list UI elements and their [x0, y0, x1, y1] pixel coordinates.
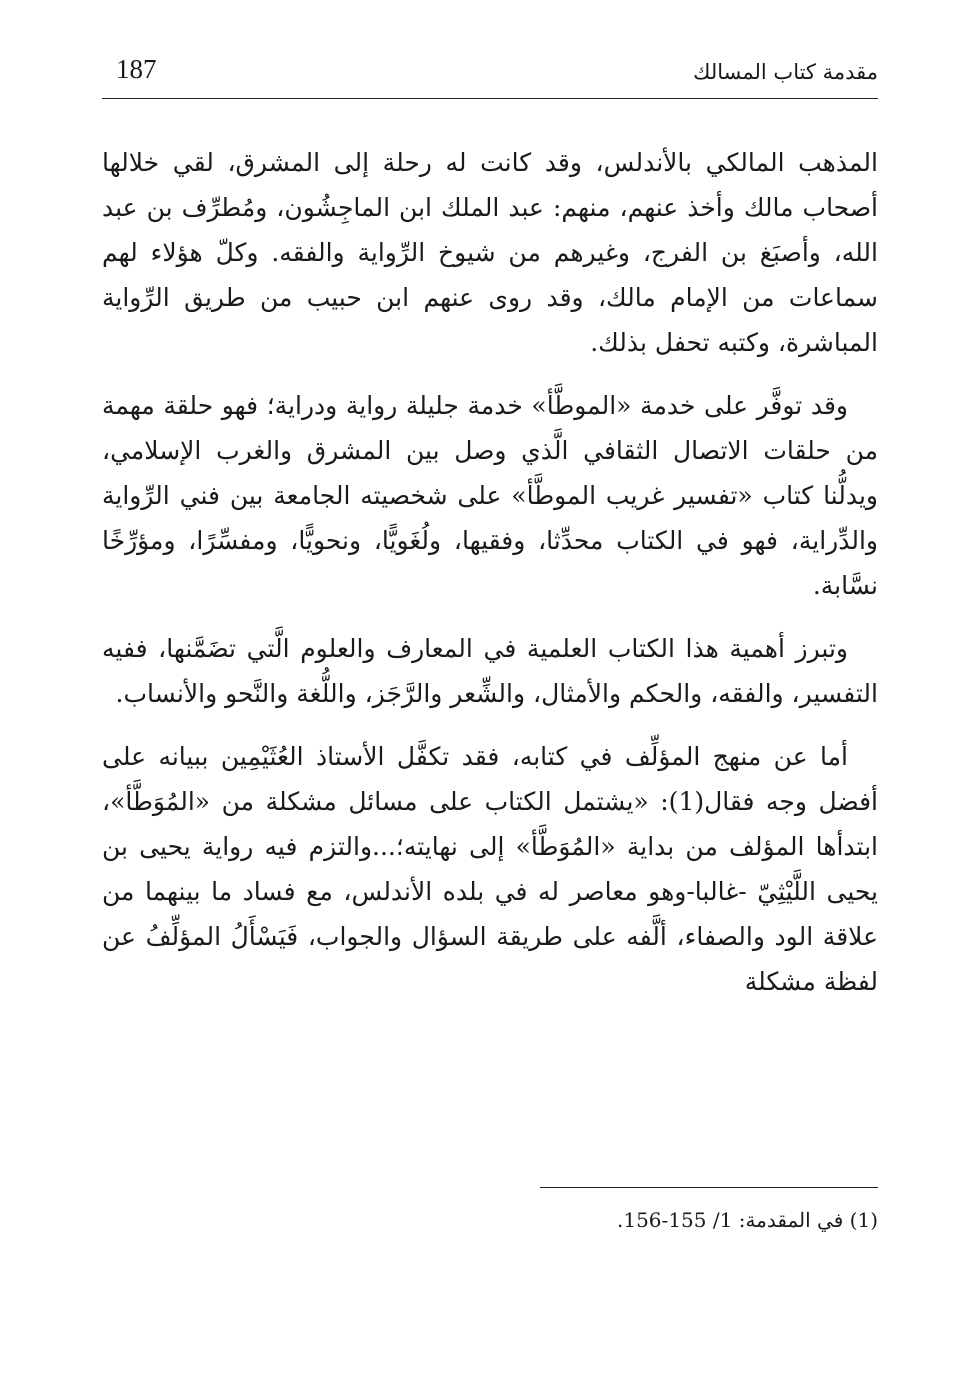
footnote-divider	[540, 1187, 878, 1188]
footnote: (1) في المقدمة: 1/ 155-156.	[617, 1208, 878, 1232]
paragraph: وقد توفَّر على خدمة «الموطَّأ» خدمة جليلة رواية ودراية؛ فهو حلقة مهمة من حلقات الاتصال الثقافي الَّذي وصل بين المشرق والغرب الإسلامي، ويدلُّنا كتاب «تفسير غريب الموطَّأ» على شخصيته الجامعة بين فني الرِّواية والدِّراية، فهو في الكتاب محدِّثا، وفقيها، ولُغَويًّا، ونحويًّا، ومفسِّرًا، ومؤرِّخًا نسَّابة.	[102, 391, 878, 600]
page-number: 187	[116, 54, 157, 84]
page-header	[102, 48, 878, 99]
paragraph: المذهب المالكي بالأندلس، وقد كانت له رحلة إلى المشرق، لقي خلالها أصحاب مالك وأخذ عنهم، منهم: عبد الملك ابن الماجِشُون، ومُطرِّف بن عبد الله، وأصبَغ بن الفرج، وغيرهم من شيوخ الرِّواية والفقه. وكلّ هؤلاء لهم سماعات من الإمام مالك، وقد روى عنهم ابن حبيب من طريق الرِّواية المباشرة، وكتبه تحفل بذلك.	[102, 148, 878, 357]
paragraph: أما عن منهج المؤلِّف في كتابه، فقد تكفَّل الأستاذ العُثَيْمِين ببيانه على أفضل وجه فقال(1): «يشتمل الكتاب على مسائل مشكلة من «المُوَطَّأ»، ابتدأها المؤلف من بداية «المُوَطَّأ» إلى نهايته؛...والتزم فيه رواية يحيى بن يحيى اللَّيْثِيّ -غالبا-وهو معاصر له في بلده الأندلس، مع فساد ما بينهما من علاقة الود والصفاء، ألَّفه على طريقة السؤال والجواب، فَيَسْأَلُ المؤلِّفُ عن لفظة مشكلة	[102, 742, 879, 996]
running-title: مقدمة كتاب المسالك	[693, 60, 878, 84]
paragraph: وتبرز أهمية هذا الكتاب العلمية في المعارف والعلوم الَّتي تضَمَّنها، ففيه التفسير، والفقه، والحكم والأمثال، والشِّعر والرَّجَز، واللُّغة والنَّحو والأنساب.	[102, 634, 878, 708]
body-text	[102, 140, 878, 1022]
